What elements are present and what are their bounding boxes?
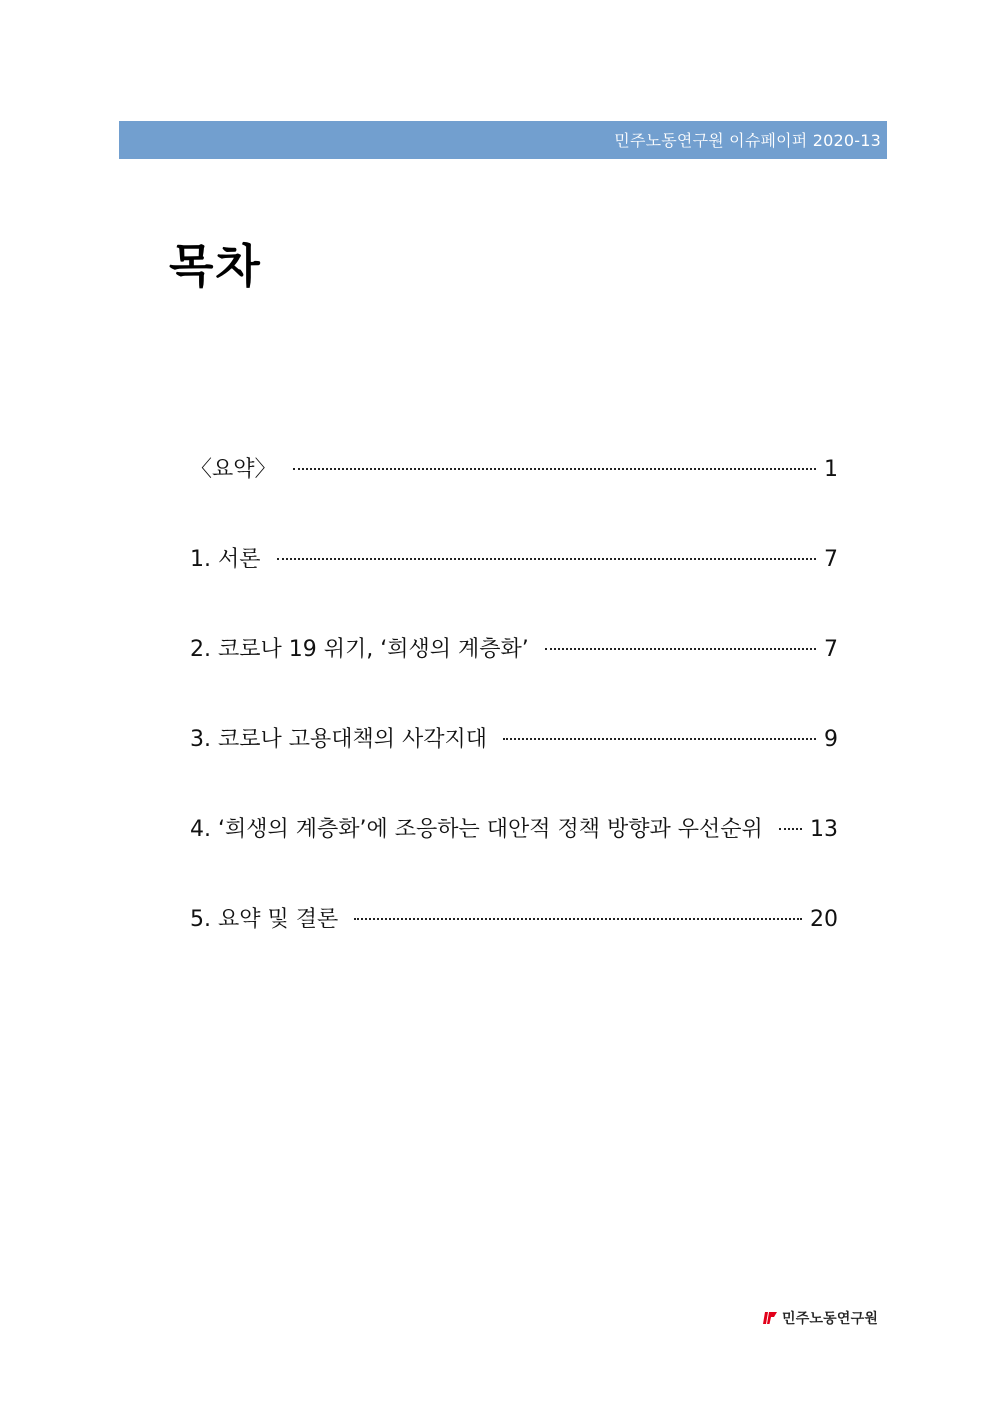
toc-entry-introduction[interactable] xyxy=(190,542,838,578)
toc-entry-label: 〈요약〉 xyxy=(190,457,277,482)
toc-entry-label: 2. 코로나 19 위기, ‘희생의 계층화’ xyxy=(190,637,529,662)
toc-page-number: 1 xyxy=(824,457,838,482)
toc-entry-label: 1. 서론 xyxy=(190,547,261,572)
toc-entry-blind-spots[interactable] xyxy=(190,722,838,758)
dot-leader xyxy=(293,466,816,470)
toc-entry-label: 5. 요약 및 결론 xyxy=(190,907,339,932)
toc-page-number: 7 xyxy=(824,637,838,662)
toc-entry-label: 4. ‘희생의 계층화’에 조응하는 대안적 정책 방향과 우선순위 xyxy=(190,817,763,842)
toc-page-number: 20 xyxy=(810,907,838,932)
dot-leader xyxy=(277,556,817,560)
dot-leader xyxy=(503,736,816,740)
toc-entry-alternative-policy[interactable] xyxy=(190,812,838,848)
footer-org-name: 민주노동연구원 xyxy=(782,1311,879,1327)
toc-entry-covid-crisis[interactable] xyxy=(190,632,838,668)
table-of-contents xyxy=(190,452,838,992)
kctu-flag-logo-icon xyxy=(762,1310,778,1326)
dot-leader xyxy=(545,646,816,650)
page-title: 목차 xyxy=(169,239,262,293)
toc-page-number: 7 xyxy=(824,547,838,572)
header-series-label: 민주노동연구원 이슈페이퍼 2020-13 xyxy=(614,131,881,150)
toc-page-number: 9 xyxy=(824,727,838,752)
footer-logo xyxy=(762,1307,878,1329)
toc-entry-conclusion[interactable] xyxy=(190,902,838,938)
toc-entry-label: 3. 코로나 고용대책의 사각지대 xyxy=(190,727,487,752)
dot-leader xyxy=(779,826,802,830)
header-band xyxy=(119,121,887,159)
toc-entry-summary[interactable] xyxy=(190,452,838,488)
toc-page-number: 13 xyxy=(810,817,838,842)
dot-leader xyxy=(354,916,802,920)
